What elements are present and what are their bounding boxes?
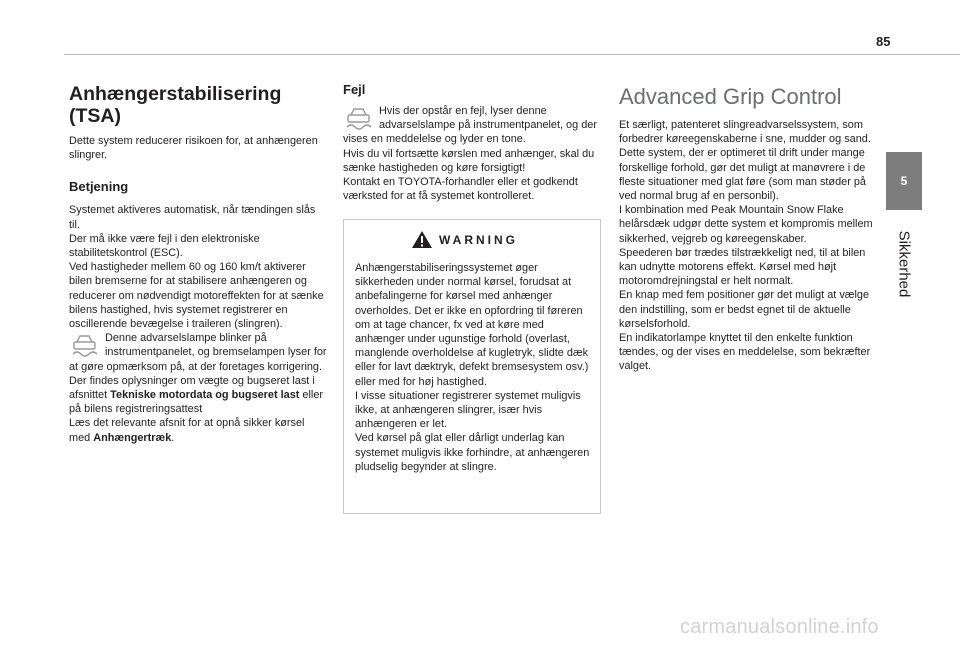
trailer-sway-lamp-icon	[343, 106, 373, 130]
betjening-p4	[69, 374, 327, 417]
intro-text: Dette system reducerer risikoen for, at anhængeren slingrer.	[69, 135, 318, 162]
p5-pre: Læs det relevante afsnit for at opnå sikker kørsel med	[69, 417, 305, 444]
warning-text	[355, 261, 595, 474]
agc-p5: En knap med fem positioner gør det muligt at vælge den indstilling, som er bedst egnet til de aktuelle kørselsforhold.	[619, 289, 870, 330]
left-column	[69, 83, 327, 445]
p4-bold: Tekniske motordata og bugseret last	[110, 389, 300, 402]
agc-p1: Et særligt, patenteret slingreadvarselssystem, som forbedrer køreegenskaberne i sne, mudder og sand.	[619, 119, 871, 146]
warning-p1: Anhængerstabiliseringssystemet øger sikkerheden under normal kørsel, forudsat at anbefalingerne for kørsel med anhænger overholdes. Det er ikke en opfordring til føreren om at tage chancer, fx ved at køre med anhænger under ugunstige forhold (overlast, manglende overholdelse af kugletryk, slidte dæk eller for lavt dæktryk, defekt bremsesystem osv.) eller med for høj hastighed.	[355, 262, 589, 388]
fejl-lamp-text: Hvis der opstår en fejl, lyser denne advarselslampe på instrumentpanelet, og der vises en meddelelse og lyder en tone.	[343, 105, 597, 146]
warning-title: WARNING	[439, 233, 518, 247]
fejl-p3: Kontakt en TOYOTA-forhandler eller et godkendt værksted for at få systemet kontrolleret.	[343, 176, 578, 203]
section-tab[interactable]: 5	[886, 152, 922, 210]
right-column	[619, 84, 877, 374]
betjening-p5	[69, 416, 327, 444]
warning-p2: I visse situationer registrerer systemet muligvis ikke, at anhængeren slingrer, især hvis anhængeren er let.	[355, 389, 581, 431]
agc-p6: En indikatorlampe knyttet til den enkelte funktion tændes, og der vises en meddelelse, som bekræfter valget.	[619, 332, 871, 373]
betjening-p1: Systemet aktiveres automatisk, når tændingen slås til.	[69, 204, 316, 231]
title-line-1: Anhængerstabilisering	[69, 83, 282, 105]
agc-p4: Speederen bør trædes tilstrækkeligt ned, til at bilen kan udnytte motorens effekt. Kørsel med højt motoromdrejningstal er helt normalt.	[619, 246, 866, 288]
agc-p3: I kombination med Peak Mountain Snow Flake helårsdæk udgør dette system et kompromis mellem sikkerhed, vejgreb og køreegenskaber.	[619, 204, 873, 245]
warning-triangle-icon	[411, 230, 433, 249]
p5-bold: Anhængertræk	[93, 431, 172, 444]
p4-post: eller på bilens registreringsattest	[69, 389, 324, 416]
agc-p2: Dette system, der er optimeret til drift under mange forskellige forhold, gør det muligt at manøvrere i de fleste situationer med glat føre (som man støder på ved normal brug af en personbil).	[619, 147, 866, 203]
page-number: 85	[876, 34, 891, 49]
trailer-sway-lamp-icon	[69, 333, 99, 357]
lamp-note	[69, 331, 327, 374]
betjening-heading: Betjening	[69, 179, 129, 195]
section-label	[876, 214, 932, 314]
warning-box	[343, 219, 601, 514]
fejl-heading: Fejl	[343, 82, 366, 97]
title-line-2: (TSA)	[69, 105, 121, 127]
middle-column	[343, 82, 601, 203]
fejl-lamp-note	[343, 104, 601, 147]
p4-pre: Der findes oplysninger om vægte og bugseret last i afsnittet	[69, 374, 315, 402]
warning-p3: Ved kørsel på glat eller dårligt underlag kan systemet muligvis ikke forhindre, at anhængeren pludselig begynder at slingre.	[355, 432, 590, 473]
betjening-p3: Ved hastigheder mellem 60 og 160 km/t aktiverer bilen bremserne for at stabilisere anhængeren og reducerer om nødvendigt motoreffekten for at sænke bilens hastighed, hvis systemet registrerer en oscillerende bevægelse i traileren (slingren).	[69, 261, 324, 331]
betjening-p2: Der må ikke være fejl i den elektroniske stabilitetskontrol (ESC).	[69, 232, 260, 260]
p5-post: .	[171, 431, 175, 444]
warning-header	[344, 220, 600, 260]
fejl-p2: Hvis du vil fortsætte kørslen med anhænger, skal du sænke hastigheden og køre forsigtigt!	[343, 147, 595, 174]
page-title	[69, 83, 327, 127]
section-label-text: Sikkerhed	[895, 230, 913, 298]
watermark: carmanualsonline.info	[680, 616, 879, 638]
top-rule	[64, 54, 960, 55]
lamp-note-text: Denne advarselslampe blinker på instrumentpanelet, og bremselampen lyser for at gøre opmærksom på, at der foretages korrigering.	[69, 332, 327, 373]
agc-title: Advanced Grip Control	[619, 84, 842, 109]
